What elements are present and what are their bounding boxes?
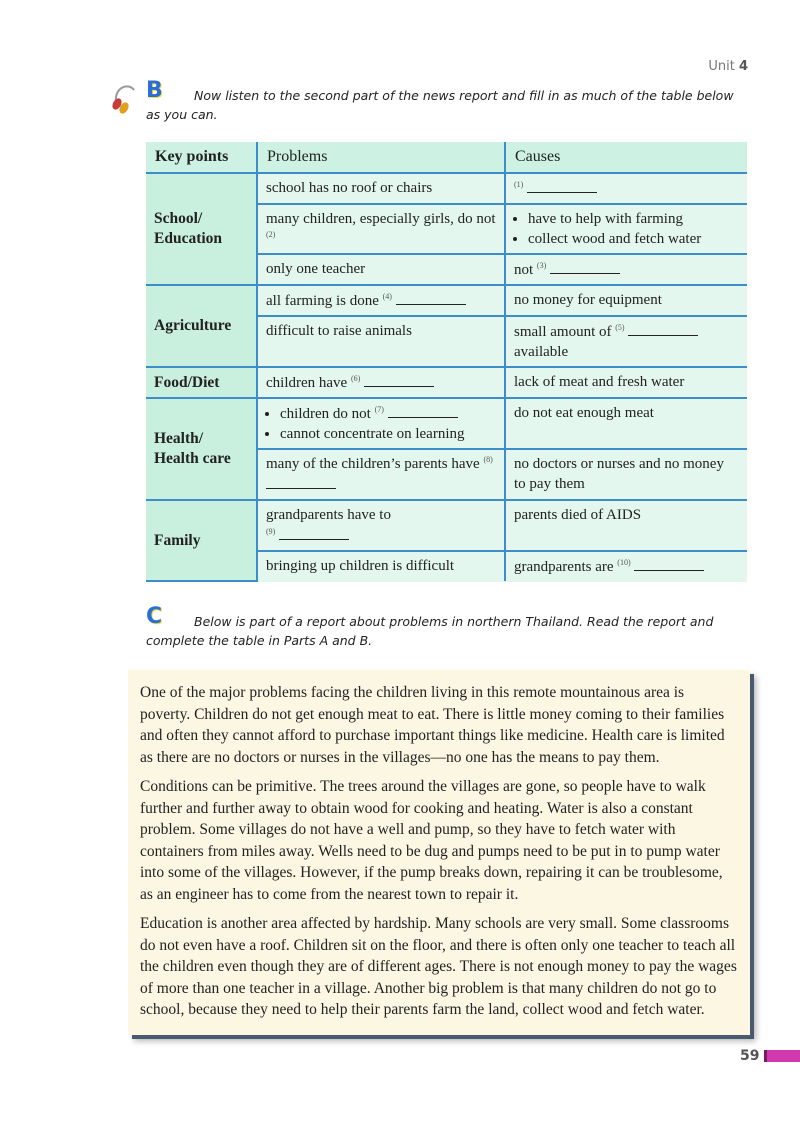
problem-cell: bringing up children is difficult	[257, 551, 505, 581]
problem-cell	[257, 500, 505, 551]
cause-cell: do not eat enough meat	[505, 398, 747, 449]
blank-number: (2)	[266, 230, 276, 239]
section-c-letter: C	[146, 604, 163, 629]
unit-label	[0, 58, 748, 76]
unit-number: 4	[738, 59, 748, 74]
cause-cell: no money for equipment	[505, 285, 747, 316]
key-food: Food/Diet	[146, 367, 257, 398]
problem-cell	[257, 449, 505, 500]
blank-number: (10)	[617, 558, 631, 567]
cause-cell: no doctors or nurses and no money to pay them	[505, 449, 747, 500]
cause-cell	[505, 316, 747, 367]
answer-blank-4[interactable]	[396, 290, 466, 305]
table-row	[146, 367, 747, 398]
header-causes: Causes	[505, 142, 747, 173]
table-row	[146, 398, 747, 449]
cause-cell: parents died of AIDS	[505, 500, 747, 551]
table-row	[146, 285, 747, 316]
key-health: Health/ Health care	[146, 398, 257, 500]
report-paragraph: Conditions can be primitive. The trees around the villages are gone, so people have to walk further and further away to obtain wood for cooking and heating. Water is also a constant problem. Some villages do not have a well and pump, so they have to fetch water with containers from miles away. Wells need to be dug and pumps need to be put in to pump water into some of the villages. However, if the pump breaks down, repairing it can be troublesome, as an engineer has to come from the nearest town to repair it.	[140, 778, 723, 903]
problem-cell: school has no roof or chairs	[257, 173, 505, 204]
blank-number: (7)	[374, 405, 384, 414]
problem-text: grandparents have to	[266, 507, 391, 523]
answer-blank-1[interactable]	[527, 178, 597, 193]
section-b-letter: B	[146, 78, 163, 103]
answer-blank-6[interactable]	[364, 372, 434, 387]
problem-cell	[257, 398, 505, 449]
problem-text: children have	[266, 375, 348, 391]
report-paragraph: One of the major problems facing the children living in this remote mountainous area is poverty. Children do not get enough meat to eat. There is little money coming to their families and often they cannot afford to purchase important things like medicine. Health care is limited as there are no doctors or nurses in the villages—no one has the means to pay them.	[140, 684, 725, 766]
answer-blank-7[interactable]	[388, 403, 458, 418]
blank-number: (9)	[266, 527, 276, 536]
problem-cell	[257, 204, 505, 254]
key-agriculture: Agriculture	[146, 285, 257, 367]
page-footer	[0, 1047, 800, 1077]
table-row	[146, 173, 747, 204]
key-family: Family	[146, 500, 257, 581]
headphones-icon	[108, 80, 146, 114]
cause-cell	[505, 551, 747, 581]
problem-cell: only one teacher	[257, 254, 505, 285]
answer-blank-9[interactable]	[279, 525, 349, 540]
report-paragraph: Education is another area affected by hardship. Many schools are very small. Some classrooms do not even have a roof. Children sit on the floor, and there is often only one teacher to teach all the children even though they are of different ages. There is not enough money to pay the wages of more than one teacher in a village. Another big problem is that many children do not go to school, because they need to help their parents farm the land, collect wood and fetch water.	[140, 915, 737, 1018]
cause-cell	[505, 254, 747, 285]
answer-blank-10[interactable]	[634, 556, 704, 571]
section-c-instruction: Below is part of a report about problems in northern Thailand. Read the report and complete the table in Parts A and B.	[146, 614, 714, 648]
cause-text: available	[514, 344, 569, 360]
answer-blank-5[interactable]	[628, 321, 698, 336]
problem-text: many of the children’s parents have	[266, 456, 480, 472]
problem-text: all farming is done	[266, 293, 379, 309]
blank-number: (6)	[350, 374, 361, 383]
section-b-instruction: Now listen to the second part of the news report and fill in as much of the table below as you can.	[146, 88, 734, 122]
problem-text: children do not	[280, 406, 371, 422]
problem-text: many children, especially girls, do not	[266, 211, 496, 227]
cause-cell	[505, 173, 747, 204]
blank-number: (4)	[382, 292, 392, 301]
cause-bullet: • have to help with farming	[528, 209, 739, 229]
header-key-points: Key points	[146, 142, 257, 173]
cause-text: small amount of	[514, 324, 612, 340]
key-school: School/ Education	[146, 173, 257, 285]
cause-bullet: • collect wood and fetch water	[528, 229, 739, 249]
answer-blank-3[interactable]	[550, 259, 620, 274]
header-problems: Problems	[257, 142, 505, 173]
problem-cell	[257, 367, 505, 398]
cause-text: grandparents are	[514, 559, 614, 575]
problems-causes-table	[146, 142, 747, 582]
blank-number: (1)	[514, 180, 524, 189]
problem-cell	[257, 285, 505, 316]
unit-text: Unit	[708, 59, 735, 74]
blank-number: (5)	[615, 323, 625, 332]
report-box	[128, 670, 750, 1035]
problem-cell: difficult to raise animals	[257, 316, 505, 367]
page-number: 59	[740, 1047, 760, 1064]
section-c	[146, 604, 746, 650]
blank-number: (8)	[483, 455, 493, 464]
answer-blank-8[interactable]	[266, 474, 336, 489]
page-accent-bar	[764, 1050, 800, 1062]
cause-text: not	[514, 262, 534, 278]
problem-bullet: • cannot concentrate on learning	[280, 424, 496, 444]
table-row	[146, 500, 747, 551]
cause-cell: lack of meat and fresh water	[505, 367, 747, 398]
problem-bullet	[280, 403, 496, 424]
blank-number: (3)	[536, 261, 547, 270]
section-b	[146, 78, 746, 124]
cause-cell	[505, 204, 747, 254]
